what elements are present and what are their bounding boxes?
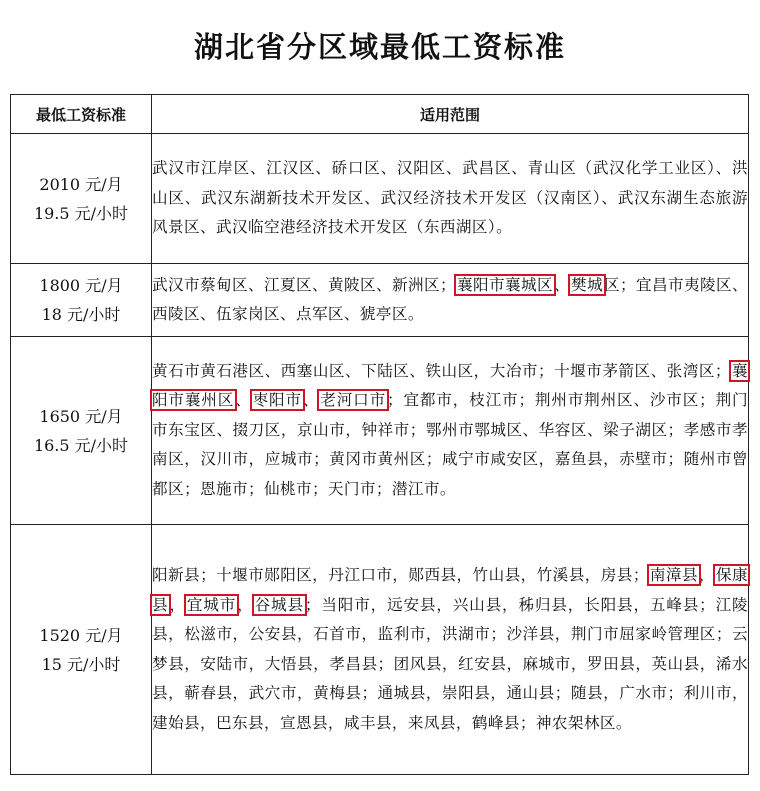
scope-text: ， — [698, 566, 715, 584]
highlighted-region: 保康县 — [152, 566, 748, 614]
scope-text: 黄石市黄石港区、西塞山区、下陆区、铁山区，大冶市；十堰市茅箭区、张湾区； — [152, 361, 731, 380]
scope-cell — [152, 134, 749, 264]
scope-text: 区；宜昌市夷陵区、西陵区、伍家岗区、点军区、猇亭区。 — [152, 275, 748, 323]
table-header-row — [11, 95, 749, 134]
wage-table — [10, 94, 749, 775]
highlighted-region: 老河口市 — [320, 391, 387, 410]
table-row — [11, 134, 749, 264]
scope-text: 、 — [235, 391, 252, 410]
table-row — [11, 264, 749, 337]
table-row — [11, 337, 749, 525]
standard-cell — [11, 525, 152, 775]
hourly-wage: 18 元/小时 — [41, 305, 121, 324]
table-row — [11, 525, 749, 775]
scope-text: 武汉市蔡甸区、江夏区、黄陂区、新洲区； — [152, 275, 456, 294]
scope-text: ；当阳市，远安县，兴山县，秭归县，长阳县，五峰县；江陵县，松滋市，公安县，石首市，监利市，洪湖市；沙洋县，荆门市屈家岭管理区；云梦县，安陆市，大悟县，孝昌县；团风县，红安县，麻城市，罗田县，英山县，浠水县，蕲春县，武穴市，黄梅县；通城县，崇阳县，通山县；随县，广水市；利川市，建始县，巴东县，宣恩县，咸丰县，来凤县，鹤峰县；神农架林区。 — [152, 595, 749, 732]
hourly-wage: 19.5 元/小时 — [33, 203, 129, 223]
scope-text: ， — [169, 595, 186, 614]
standard-cell — [11, 264, 152, 337]
scope-text: 、 — [553, 275, 570, 294]
highlighted-region: 襄阳市襄城区 — [456, 275, 553, 294]
highlighted-region: 樊城 — [570, 275, 603, 294]
scope-text: 、 — [302, 391, 320, 410]
scope-text: ， — [237, 595, 254, 614]
hourly-wage: 16.5 元/小时 — [33, 435, 129, 455]
standard-cell — [11, 337, 152, 525]
scope-text: 阳新县；十堰市郧阳区，丹江口市，郧西县，竹山县，竹溪县，房县； — [152, 566, 649, 584]
scope-cell — [152, 264, 749, 337]
highlighted-region: 枣阳市 — [252, 391, 302, 410]
header-scope: 适用范围 — [152, 95, 749, 134]
highlighted-region: 南漳县 — [649, 566, 698, 584]
monthly-wage: 1650 元/月 — [39, 406, 123, 426]
document-title: 湖北省分区域最低工资标准 — [193, 30, 566, 64]
hourly-wage: 15 元/小时 — [41, 654, 121, 674]
monthly-wage: 1800 元/月 — [39, 276, 123, 295]
scope-cell — [152, 337, 749, 525]
scope-cell — [152, 525, 749, 775]
header-standard: 最低工资标准 — [11, 95, 152, 134]
monthly-wage: 2010 元/月 — [39, 174, 123, 194]
scope-text: ；宜都市，枝江市；荆州市荆州区、沙市区；荆门市东宝区、掇刀区，京山市，钟祥市；鄂州市鄂城区、华容区、梁子湖区；孝感市孝南区，汉川市，应城市；黄冈市黄州区；咸宁市咸安区，嘉鱼县，赤壁市；随州市曾都区；恩施市；仙桃市；天门市；潜江市。 — [152, 391, 748, 498]
highlighted-region: 宜城市 — [186, 595, 237, 614]
highlighted-region: 襄阳市襄州区 — [152, 361, 748, 410]
highlighted-region: 谷城县 — [254, 595, 304, 614]
scope-text: 武汉市江岸区、江汉区、硚口区、汉阳区、武昌区、青山区（武汉化学工业区）、洪山区、武汉东湖新技术开发区、武汉经济技术开发区（汉南区）、武汉东湖生态旅游风景区、武汉临空港经济技术开发区（东西湖区）。 — [152, 159, 748, 237]
monthly-wage: 1520 元/月 — [39, 625, 123, 645]
standard-cell — [11, 134, 152, 264]
